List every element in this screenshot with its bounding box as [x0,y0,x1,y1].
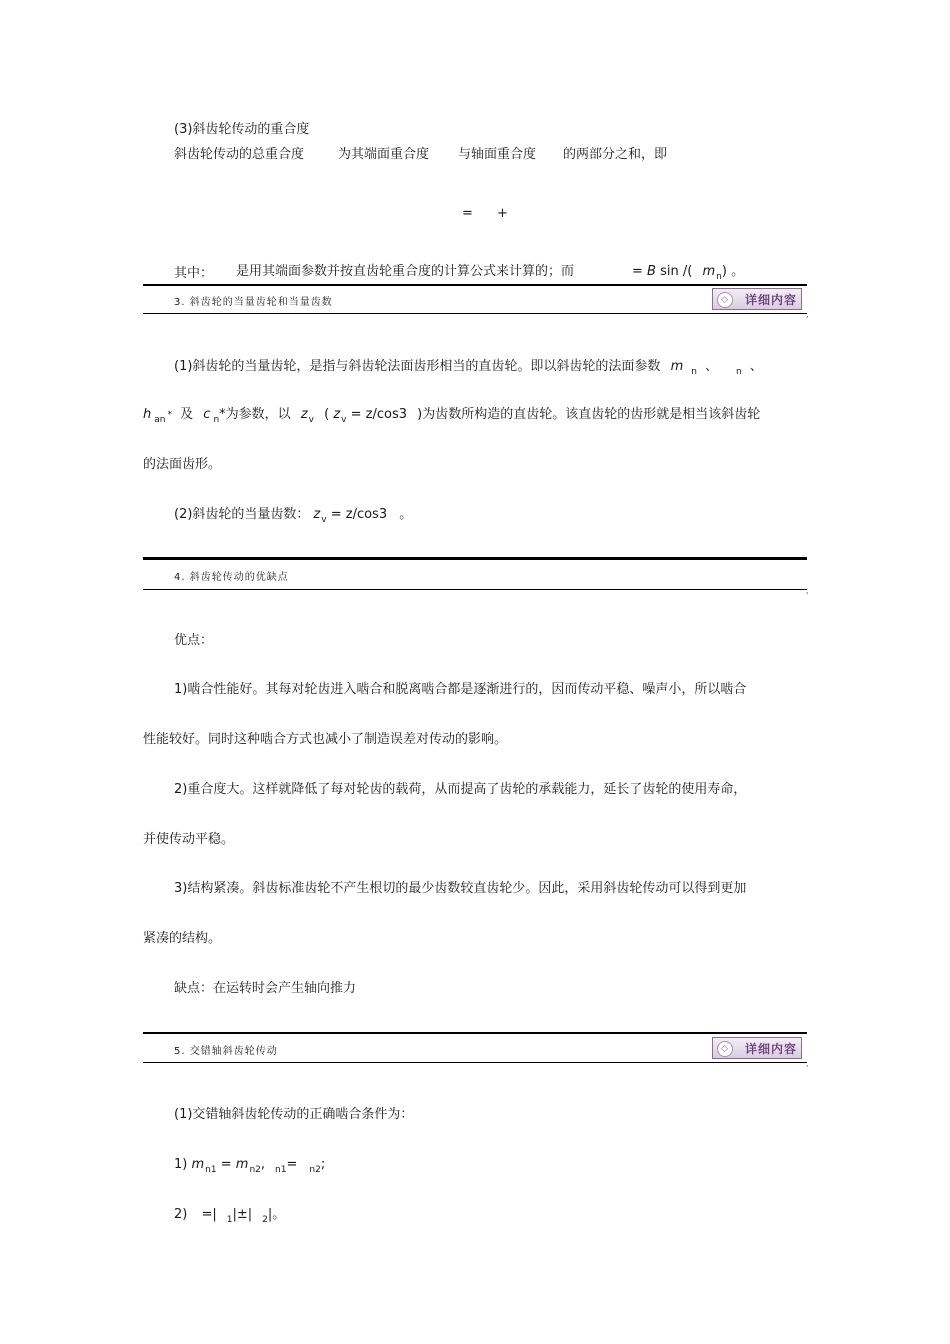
rule-tick: , [806,310,809,319]
section5-title: 5. 交错轴斜齿轮传动 [174,1046,278,1057]
section4-title: 4. 斜齿轮传动的优缺点 [174,572,289,583]
where-formula: = B sin /( $m_n$) 。 [632,264,745,282]
section3-title: 3. 斜齿轮的当量齿轮和当量齿数 [174,297,333,308]
section5-bottom-rule [143,1062,807,1063]
crossed-axis-heading: (1)交错轴斜齿轮传动的正确啮合条件为： [174,1107,414,1122]
section3-heading: (3)斜齿轮传动的重合度 [174,122,310,137]
overlap-line-d: 的两部分之和，即 [563,147,668,162]
equiv-para-line2: h $_{an}$ * 及 c $_n$*为参数，以 $z_v$ ( $z_v = z/\cos 3$ )为齿数所构造的直齿轮。该直齿轮的齿形就是相当该斜齿轮 [143,407,761,425]
section3-top-rule [143,284,807,286]
advantages-label: 优点： [174,633,214,648]
section4-bottom-rule [143,589,807,590]
diamond-icon: ◇ [717,1041,733,1057]
condition-1: 1) $m_{n1} = m_{n2}$, $_{n1}$= $_{n2}$; [174,1157,326,1175]
section5-detail-label: 详细内容 [744,1041,797,1056]
equiv-para-line1: (1)斜齿轮的当量齿轮，是指与斜齿轮法面齿形相当的直齿轮。即以斜齿轮的法面参数 m $_n$ 、 $_n$ 、 [174,359,763,377]
overlap-line-c: 与轴面重合度 [458,147,537,162]
section5-detail-button[interactable] [712,1037,802,1059]
advantage-3-line2: 紧凑的结构。 [143,931,222,946]
advantage-2-line1: 2)重合度大。这样就降低了每对轮齿的载荷，从而提高了齿轮的承载能力，延长了齿轮的使用寿命， [174,782,747,797]
condition-2: 2) =| $_1$|±| $_2$|。 [174,1207,286,1225]
rule-tick: , [806,1059,809,1068]
section3-detail-button[interactable] [712,288,802,310]
overlap-line-a: 斜齿轮传动的总重合度 [174,147,305,162]
section4-top-rule [143,557,807,560]
formula-equals: = [462,206,473,221]
disadvantage-line: 缺点：在运转时会产生轴向推力 [174,981,357,996]
rule-tick: , [806,586,809,595]
advantage-1-line1: 1)啮合性能好。其每对轮齿进入啮合和脱离啮合都是逐渐进行的，因而传动平稳、噪声小，所以啮合 [174,682,747,697]
section3-detail-label: 详细内容 [744,292,797,307]
advantage-3-line1: 3)结构紧凑。斜齿标准齿轮不产生根切的最少齿数较直齿轮少。因此，采用斜齿轮传动可以得到更加 [174,881,747,896]
advantage-2-line2: 并使传动平稳。 [143,832,235,847]
section5-top-rule [143,1032,807,1034]
where-text: 是用其端面参数并按直齿轮重合度的计算公式来计算的；而 [236,264,575,279]
overlap-line-b: 为其端面重合度 [338,147,430,162]
equiv-para-line3: 的法面齿形。 [143,457,222,472]
section3-bottom-rule [143,313,807,314]
equiv-number-line: (2)斜齿轮的当量齿数： $z_v = z/\cos 3$ 。 [174,507,413,525]
formula-plus: + [497,206,508,221]
diamond-icon: ◇ [717,292,733,308]
where-label: 其中： [174,266,214,281]
advantage-1-line2: 性能较好。同时这种啮合方式也减小了制造误差对传动的影响。 [143,732,508,747]
